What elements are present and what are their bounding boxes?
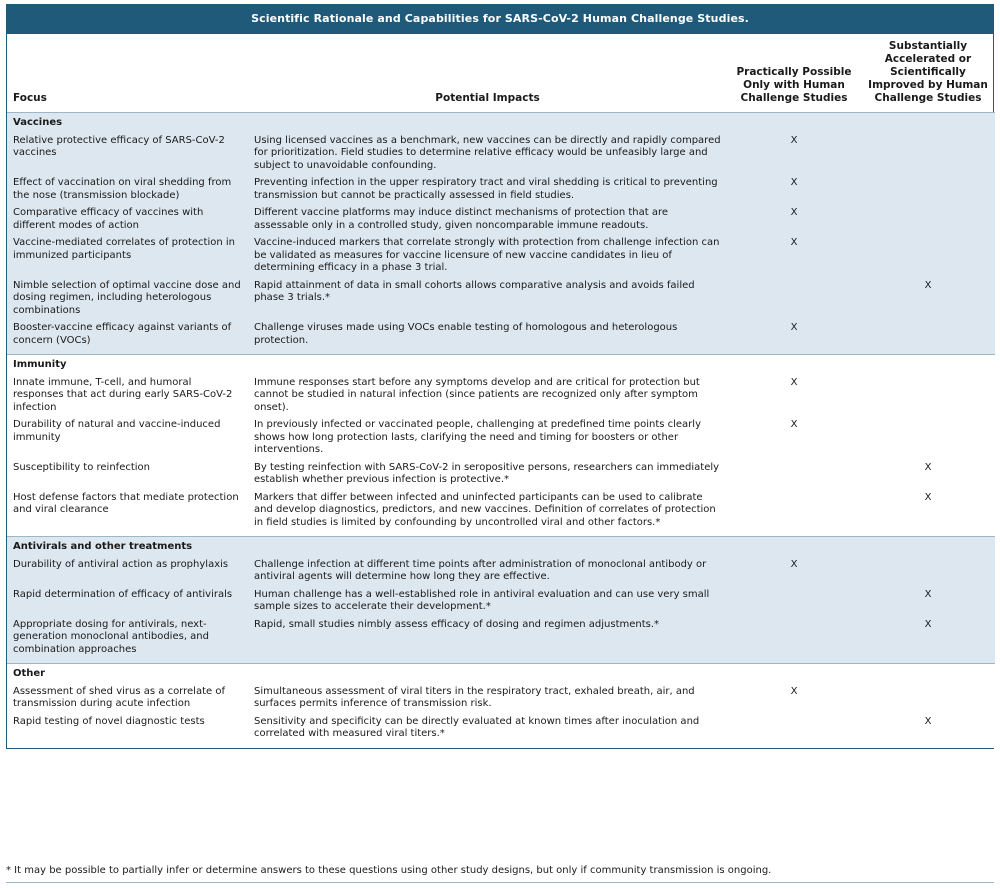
bottom-rule (6, 882, 994, 883)
section-header (7, 113, 995, 133)
focus-cell: Vaccine-mediated correlates of protection in immunized participants (13, 237, 235, 261)
accelerated-mark: X (924, 491, 932, 503)
focus-cell: Comparative efficacy of vaccines with different modes of action (13, 207, 204, 231)
header-row (7, 34, 995, 113)
human-only-mark: X (790, 558, 798, 570)
focus-cell: Susceptibility to reinfection (13, 461, 150, 473)
accelerated-mark (861, 320, 995, 350)
human-only-mark: X (790, 207, 798, 218)
impact-cell: Vaccine-induced markers that correlate strongly with protection from challenge infection can be validated as measures for vaccine licensure of new vaccine candidates in lieu of determining efficacy in a phase 3 trial. (254, 237, 720, 273)
accelerated-mark (861, 417, 995, 460)
impact-cell: By testing reinfection with SARS-CoV-2 in seropositive persons, researchers can immediately establish whether previous infection is protective.* (254, 461, 720, 485)
table-row (7, 205, 995, 235)
focus-cell: Nimble selection of optimal vaccine dose and dosing regimen, including heterologous combinations (13, 279, 241, 316)
accelerated-mark (861, 684, 995, 714)
table-row (7, 714, 995, 744)
focus-cell: Rapid testing of novel diagnostic tests (13, 715, 205, 727)
human-only-mark: X (790, 177, 798, 188)
table-row (7, 490, 995, 533)
human-only-mark: X (790, 376, 798, 388)
accelerated-mark (861, 205, 995, 235)
human-only-mark: X (790, 134, 798, 146)
table-row (7, 460, 995, 490)
focus-cell: Rapid determination of efficacy of antivirals (13, 588, 233, 600)
impact-cell: Different vaccine platforms may induce distinct mechanisms of protection that are assessable only in a controlled study, given noncomparable immune readouts. (254, 207, 668, 231)
focus-cell: Innate immune, T-cell, and humoral responses that act during early SARS-CoV-2 infection (13, 376, 233, 413)
header-focus: Focus (7, 34, 248, 113)
section-title: Vaccines (13, 117, 63, 128)
table-row (7, 684, 995, 714)
human-only-mark: X (790, 419, 798, 430)
human-only-mark (727, 460, 861, 490)
focus-cell: Booster-vaccine efficacy against variants of concern (VOCs) (13, 322, 232, 346)
impact-cell: Immune responses start before any symptoms develop and are critical for protection but cannot be studied in natural infection (since patients are recognized only after symptom onset). (254, 376, 700, 413)
human-only-mark (727, 617, 861, 660)
table-row (7, 278, 995, 321)
table-title: Scientific Rationale and Capabilities for SARS-CoV-2 Human Challenge Studies. (6, 4, 994, 34)
table-row (7, 417, 995, 460)
focus-cell: Host defense factors that mediate protection and viral clearance (13, 491, 239, 515)
impact-cell: Rapid attainment of data in small cohorts allows comparative analysis and avoids failed phase 3 trials.* (254, 279, 695, 303)
header-impact: Potential Impacts (248, 34, 727, 113)
impact-cell: Challenge infection at different time points after administration of monoclonal antibody or antiviral agents will determine how long they are effective. (254, 558, 707, 582)
human-only-mark: X (790, 685, 798, 697)
section-title: Immunity (13, 359, 67, 370)
impact-cell: In previously infected or vaccinated people, challenging at predefined time points clearly shows how long protection lasts, clarifying the need and timing for boosters or other interventions. (254, 419, 701, 455)
table-row (7, 175, 995, 205)
accelerated-mark (861, 375, 995, 418)
impact-cell: Preventing infection in the upper respiratory tract and viral shedding is critical to preventing transmission but cannot be practically assessed in field studies. (254, 177, 718, 201)
section-header (7, 537, 995, 557)
impact-cell: Sensitivity and specificity can be directly evaluated at known times after inoculation and correlated with measured viral titers.* (254, 715, 700, 739)
table-frame (6, 4, 994, 749)
impact-cell: Markers that differ between infected and uninfected participants can be used to calibrate and develop diagnostics, predictors, and new vaccines. Definition of correlates of protection in field studies is limited by confounding by uncontrolled viral and other factors.* (254, 491, 716, 528)
accelerated-mark (861, 235, 995, 278)
human-only-mark (727, 490, 861, 533)
human-only-mark (727, 278, 861, 321)
accelerated-mark: X (924, 588, 932, 600)
table-row (7, 375, 995, 418)
section-title: Other (13, 668, 46, 679)
human-only-mark: X (790, 322, 798, 333)
focus-cell: Assessment of shed virus as a correlate of transmission during acute infection (13, 685, 225, 709)
accelerated-mark (861, 557, 995, 587)
human-only-mark (727, 714, 861, 744)
section-header (7, 664, 995, 684)
footnote: * It may be possible to partially infer or determine answers to these questions using other study designs, but only if community transmission is ongoing. (6, 865, 772, 876)
impact-cell: Challenge viruses made using VOCs enable testing of homologous and heterologous protection. (254, 322, 678, 346)
focus-cell: Relative protective efficacy of SARS-CoV-2 vaccines (13, 134, 225, 158)
accelerated-mark: X (924, 279, 932, 291)
table-row (7, 133, 995, 176)
focus-cell: Appropriate dosing for antivirals, next-generation monoclonal antibodies, and combination approaches (13, 618, 209, 655)
table-row (7, 557, 995, 587)
impact-cell: Using licensed vaccines as a benchmark, new vaccines can be directly and rapidly compared for prioritization. Field studies to determine relative efficacy would be unfeasibly large and subject to unavoidable confounding. (254, 134, 721, 171)
focus-cell: Durability of antiviral action as prophylaxis (13, 558, 229, 570)
table-row (7, 320, 995, 350)
human-only-mark (727, 587, 861, 617)
rationale-table (7, 34, 995, 748)
impact-cell: Rapid, small studies nimbly assess efficacy of dosing and regimen adjustments.* (254, 618, 660, 630)
accelerated-mark: X (924, 461, 932, 473)
section-header (7, 355, 995, 375)
table-body (7, 113, 995, 748)
impact-cell: Human challenge has a well-established role in antiviral evaluation and can use very small sample sizes to accelerate their development.* (254, 588, 710, 612)
accelerated-mark: X (924, 715, 932, 727)
accelerated-mark (861, 133, 995, 176)
focus-cell: Effect of vaccination on viral shedding from the nose (transmission blockade) (13, 177, 232, 201)
header-human-only: Practically Possible Only with Human Challenge Studies (727, 34, 861, 113)
accelerated-mark (861, 175, 995, 205)
accelerated-mark: X (924, 618, 932, 630)
section-title: Antivirals and other treatments (13, 541, 193, 552)
header-accelerated: Substantially Accelerated or Scientifically Improved by Human Challenge Studies (861, 34, 995, 113)
impact-cell: Simultaneous assessment of viral titers in the respiratory tract, exhaled breath, air, and surfaces permits inference of transmission risk. (254, 685, 695, 709)
table-sheet (6, 34, 994, 749)
focus-cell: Durability of natural and vaccine-induced immunity (13, 419, 221, 443)
table-row (7, 235, 995, 278)
spacer-cell (7, 744, 995, 748)
table-row (7, 617, 995, 660)
human-only-mark: X (790, 237, 798, 248)
table-row (7, 587, 995, 617)
section-spacer (7, 744, 995, 748)
